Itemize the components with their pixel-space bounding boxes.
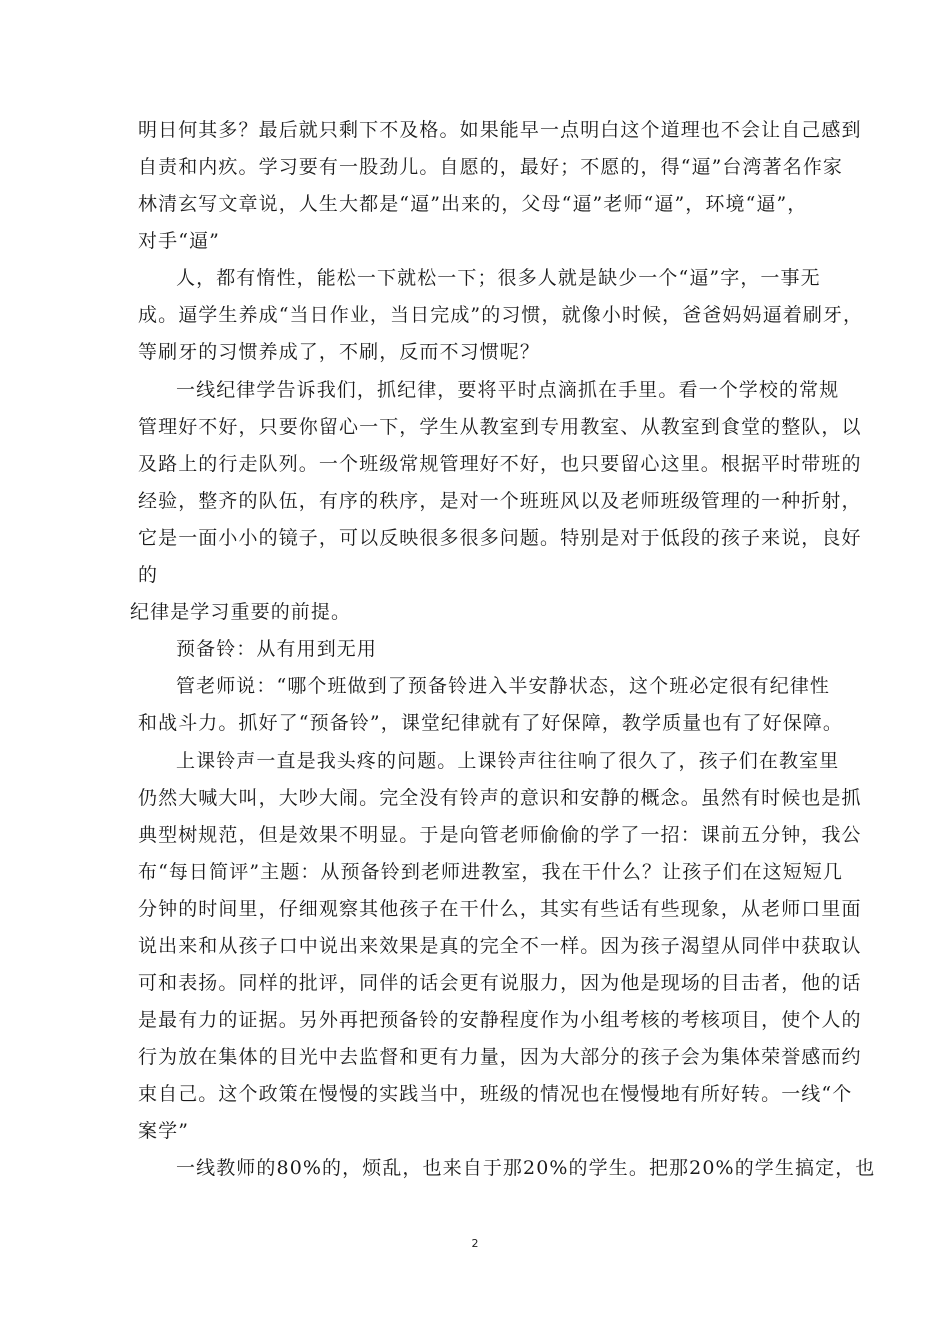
text-line: 上课铃声一直是我头疼的问题。上课铃声往往响了很久了，孩子们在教室里 [176, 750, 840, 772]
text-line: 可和表扬。同样的批评，同伴的话会更有说服力，因为他是现场的目击者，他的话 [138, 972, 862, 994]
text-line: 经验，整齐的队伍，有序的秩序，是对一个班班风以及老师班级管理的一种折射， [138, 490, 862, 512]
text-line: 是最有力的证据。另外再把预备铃的安静程度作为小组考核的考核项目，使个人的 [138, 1009, 862, 1031]
text-line: 成。逼学生养成“当日作业，当日完成”的习惯，就像小时候，爸爸妈妈逼着刷牙， [138, 304, 864, 326]
text-line: 纪律是学习重要的前提。 [130, 601, 352, 623]
page-number: 2 [471, 1237, 479, 1250]
text-line: 对手“逼” [138, 230, 220, 252]
text-line: 布“每日简评”主题：从预备铃到老师进教室，我在干什么？让孩子们在这短短几 [138, 861, 844, 883]
text-line: 林清玄写文章说，人生大都是“逼”出来的，父母“逼”老师“逼”，环境“逼”， [138, 193, 808, 215]
section-heading: 预备铃：从有用到无用 [176, 638, 378, 660]
text-line: 行为放在集体的目光中去监督和更有力量，因为大部分的孩子会为集体荣誉感而约 [138, 1046, 862, 1068]
text-line: 自责和内疚。学习要有一股劲儿。自愿的，最好；不愿的，得“逼”台湾著名作家 [138, 156, 844, 178]
text-line: 分钟的时间里，仔细观察其他孩子在干什么，其实有些话有些现象，从老师口里面 [138, 898, 862, 920]
text-line: 案学” [138, 1120, 190, 1142]
text-line: 仍然大喊大叫，大吵大闹。完全没有铃声的意识和安静的概念。虽然有时候也是抓 [138, 787, 862, 809]
text-line: 及路上的行走队列。一个班级常规管理好不好，也只要留心这里。根据平时带班的 [138, 453, 862, 475]
text-line: 人，都有惰性，能松一下就松一下；很多人就是缺少一个“逼”字，一事无 [176, 267, 821, 289]
text-line: 一线教师的80%的，烦乱，也来自于那20%的学生。把那20%的学生搞定，也 [176, 1157, 876, 1179]
text-line: 说出来和从孩子口中说出来效果是真的完全不一样。因为孩子渴望从同伴中获取认 [138, 935, 862, 957]
text-line: 它是一面小小的镜子，可以反映很多很多问题。特别是对于低段的孩子来说，良好 [138, 527, 862, 549]
text-line: 和战斗力。抓好了“预备铃”，课堂纪律就有了好保障，教学质量也有了好保障。 [138, 712, 844, 734]
text-line: 管理好不好，只要你留心一下，学生从教室到专用教室、从教室到食堂的整队，以 [138, 416, 862, 438]
text-line: 一线纪律学告诉我们，抓纪律，要将平时点滴抓在手里。看一个学校的常规 [176, 379, 840, 401]
text-line: 典型树规范，但是效果不明显。于是向管老师偷偷的学了一招：课前五分钟，我公 [138, 824, 862, 846]
text-line: 管老师说：“哪个班做到了预备铃进入半安静状态，这个班必定很有纪律性 [176, 675, 831, 697]
text-line: 束自己。这个政策在慢慢的实践当中，班级的情况也在慢慢地有所好转。一线“个 [138, 1083, 853, 1105]
text-line: 等刷牙的习惯养成了，不刷，反而不习惯呢？ [138, 341, 541, 363]
text-line: 的 [138, 564, 159, 586]
text-line: 明日何其多？最后就只剩下不及格。如果能早一点明白这个道理也不会让自己感到 [138, 119, 862, 141]
